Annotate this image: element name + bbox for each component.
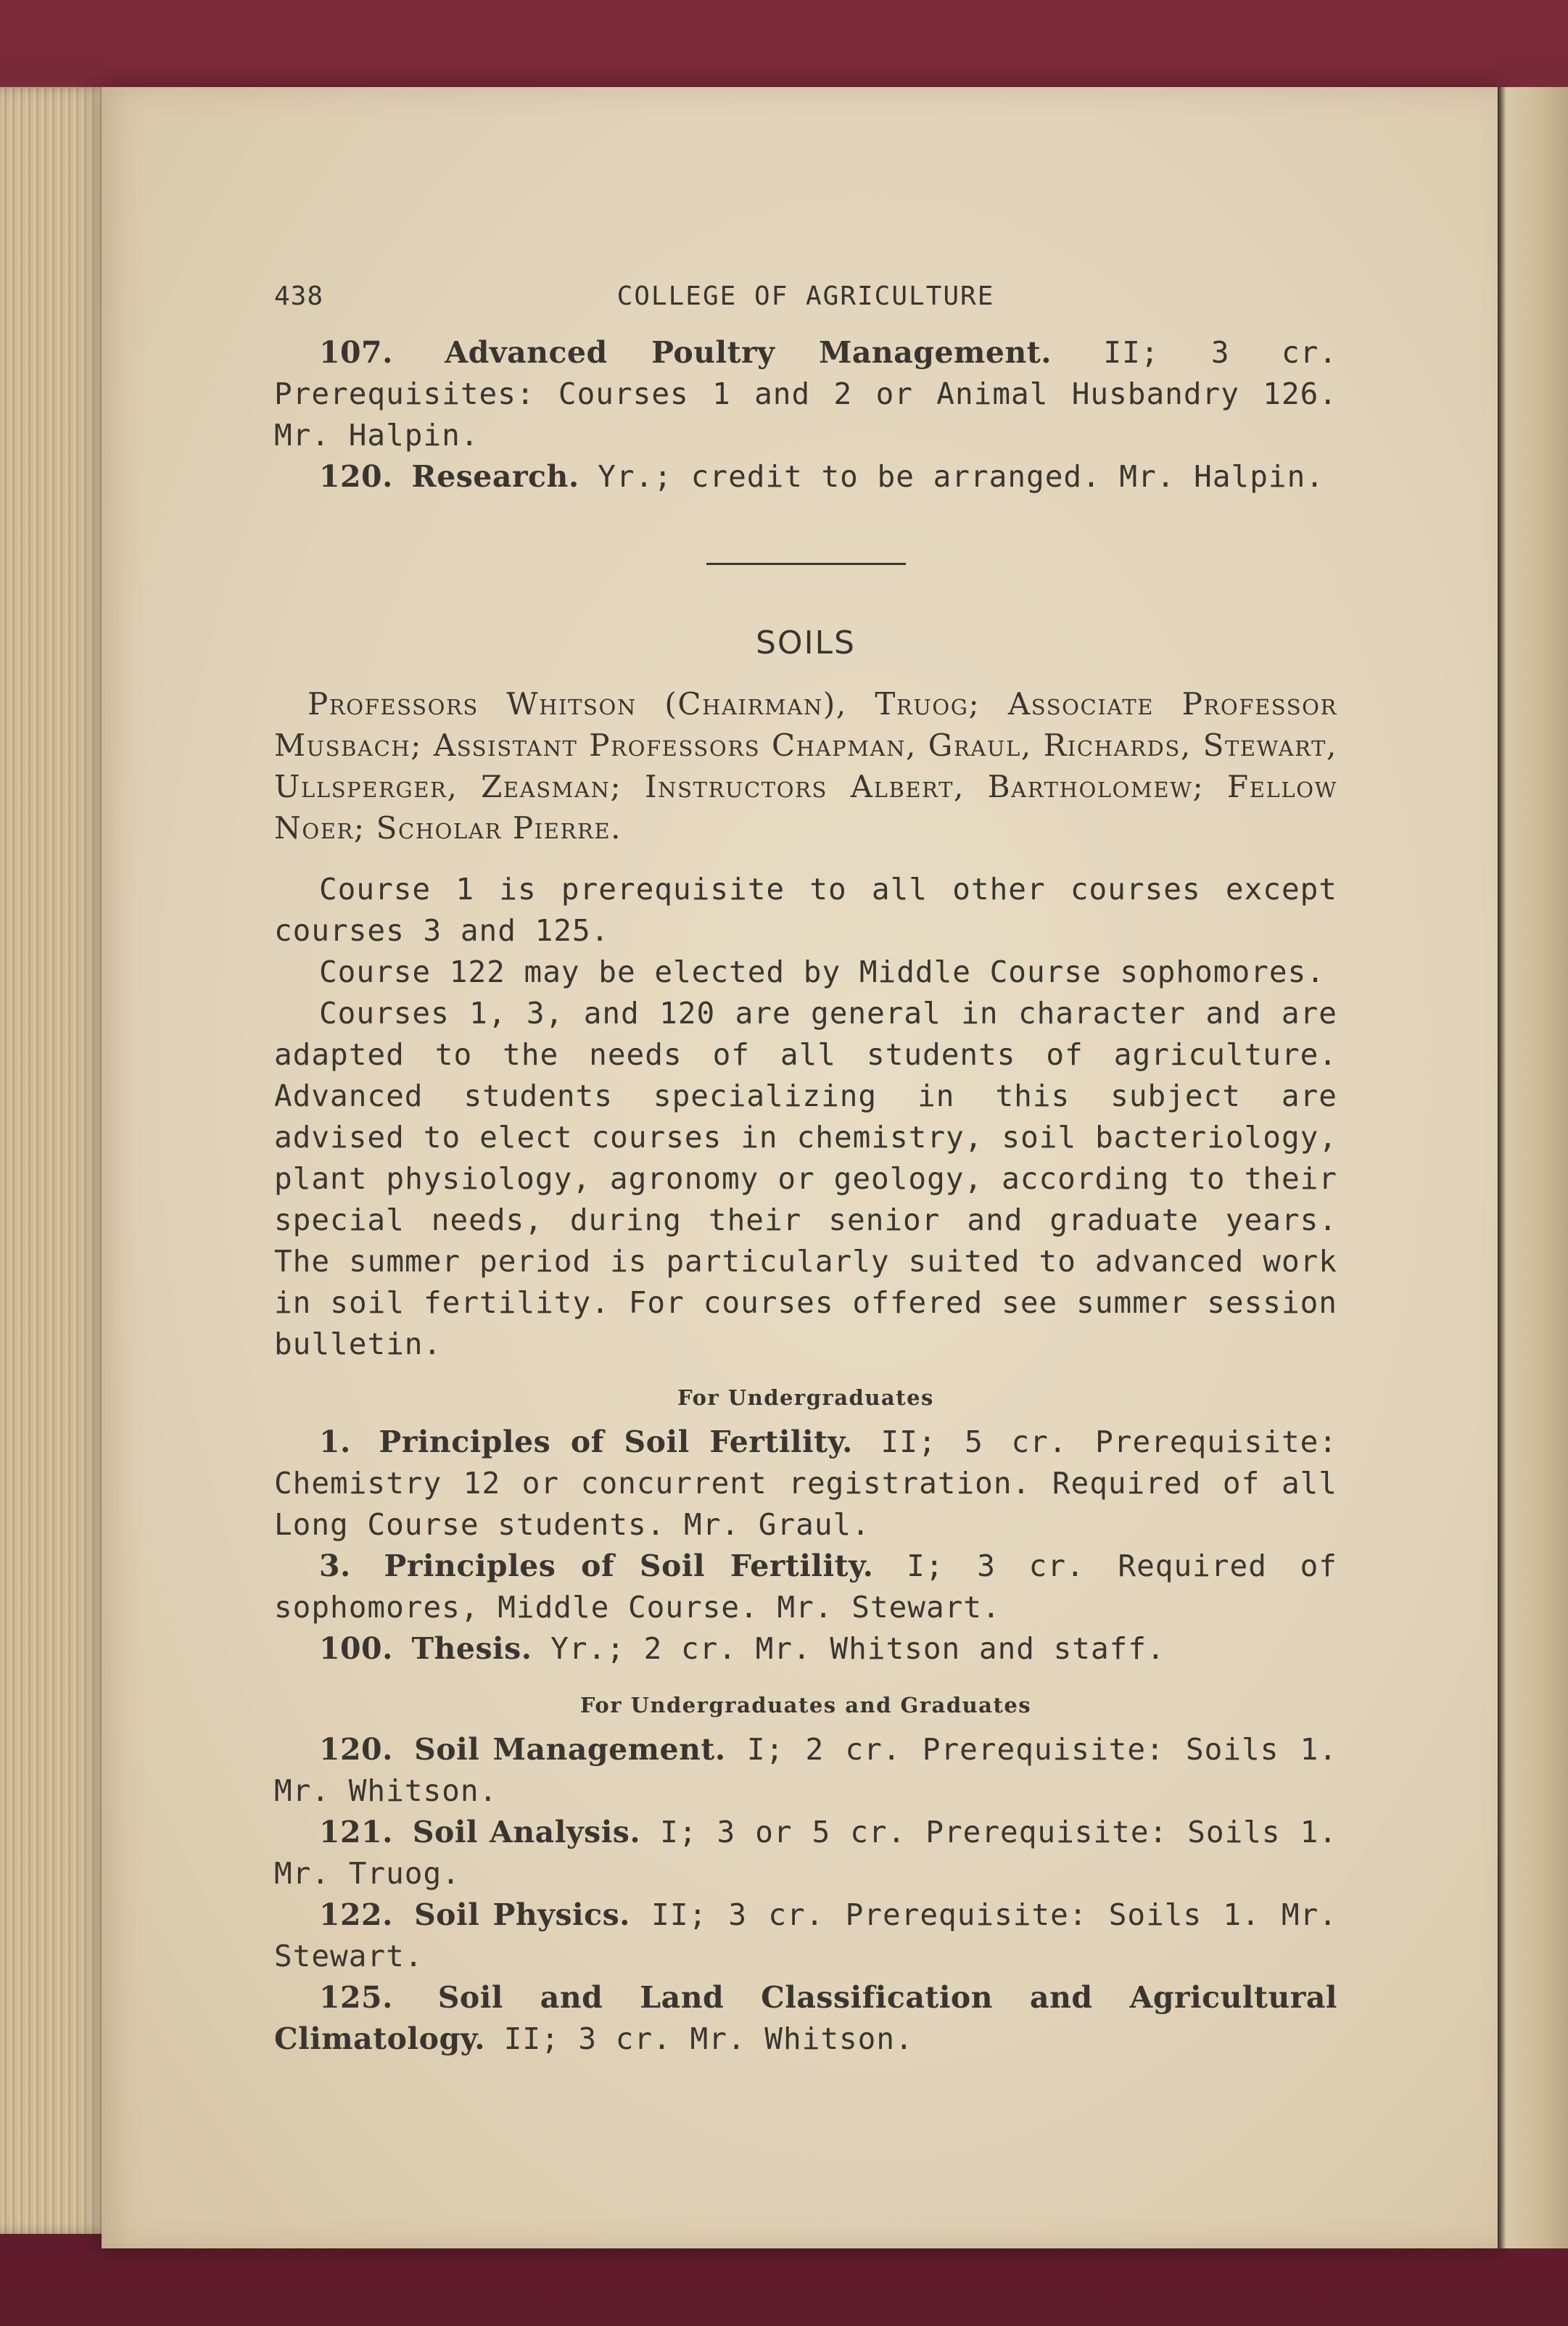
course-number: 121. — [319, 1815, 393, 1849]
course-title: Principles of Soil Fertility. — [379, 1424, 853, 1459]
section-title: SOILS — [756, 624, 856, 661]
note-paragraph: Course 1 is prerequisite to all other courses except courses 3 and 125. — [274, 872, 1337, 948]
course-details: II; 3 cr. Prerequisites: Courses 1 and 2 or Animal Husbandry 126. Mr. Halpin. — [274, 335, 1338, 453]
course-details: II; 3 cr. Mr. Whitson. — [503, 2021, 914, 2056]
course-entry — [274, 332, 1337, 456]
course-number: 107. — [319, 335, 393, 370]
course-title: Soil Analysis. — [412, 1815, 641, 1849]
running-title: COLLEGE OF AGRICULTURE — [616, 281, 995, 311]
course-number: 122. — [319, 1897, 393, 1932]
graduate-heading: For Undergraduates and Graduates — [579, 1693, 1032, 1717]
course-entry — [274, 1977, 1337, 2060]
course-number: 125. — [319, 1980, 393, 2015]
course-title: Research. — [411, 459, 579, 494]
course-title: Soil Management. — [414, 1732, 726, 1767]
course-title: Soil Physics. — [414, 1897, 630, 1932]
course-number: 120. — [319, 459, 393, 494]
course-entry — [274, 456, 1337, 498]
course-number: 100. — [319, 1631, 393, 1666]
course-number: 1. — [319, 1424, 351, 1459]
course-entry — [274, 1546, 1337, 1628]
course-details: I; 2 cr. Prerequisite: Soils 1. Mr. Whitson. — [274, 1732, 1337, 1808]
note-paragraph: Courses 1, 3, and 120 are general in character and are adapted to the needs of all students of agriculture. Advanced students specializing in this subject are advised to elect courses in chemistry, soil bacteriology, plant physiology, agronomy or geology, according to their special needs, during their senior and graduate years. The summer period is particularly suited to advanced work in soil fertility. For courses offered see summer session bulletin. — [274, 996, 1337, 1361]
course-entry — [274, 1628, 1337, 1670]
course-title: Principles of Soil Fertility. — [384, 1548, 874, 1583]
course-title: Soil and Land Classification and Agricultural Climatology. — [274, 1980, 1337, 2056]
undergraduate-heading: For Undergraduates — [677, 1385, 934, 1410]
course-entry — [274, 1729, 1337, 1812]
faculty-list: Professors Whitson (Chairman), Truog; Associate Professor Musbach; Assistant Professors Chapman, Graul, Richards, Stewart, Ullsperger, Zeasman; Instructors Albert, Bartholomew; Fellow Noer; Scholar Pierre. — [274, 686, 1337, 846]
page-number: 438 — [274, 281, 324, 311]
course-details: Yr.; credit to be arranged. Mr. Halpin. — [598, 459, 1324, 494]
course-details: I; 3 cr. Required of sophomores, Middle Course. Mr. Stewart. — [274, 1548, 1337, 1625]
section-notes — [274, 869, 1337, 1365]
course-number: 3. — [319, 1548, 351, 1583]
course-details: I; 3 or 5 cr. Prerequisite: Soils 1. Mr. Truog. — [274, 1815, 1337, 1891]
course-title: Thesis. — [411, 1631, 532, 1666]
course-entry — [274, 1812, 1337, 1894]
section-divider — [706, 563, 906, 565]
course-details: II; 3 cr. Prerequisite: Soils 1. Mr. Stewart. — [274, 1897, 1337, 1974]
course-entry — [274, 1422, 1337, 1546]
course-title: Advanced Poultry Management. — [445, 335, 1052, 370]
course-entry — [274, 1894, 1337, 1977]
note-paragraph: Course 122 may be elected by Middle Course sophomores. — [319, 954, 1325, 989]
course-details: Yr.; 2 cr. Mr. Whitson and staff. — [550, 1631, 1165, 1666]
course-number: 120. — [319, 1732, 393, 1767]
running-head — [274, 276, 1337, 319]
course-details: II; 5 cr. Prerequisite: Chemistry 12 or concurrent registration. Required of all Long Course students. Mr. Graul. — [274, 1424, 1338, 1542]
facing-page-edge — [1498, 87, 1568, 2248]
page-content — [274, 276, 1337, 2060]
